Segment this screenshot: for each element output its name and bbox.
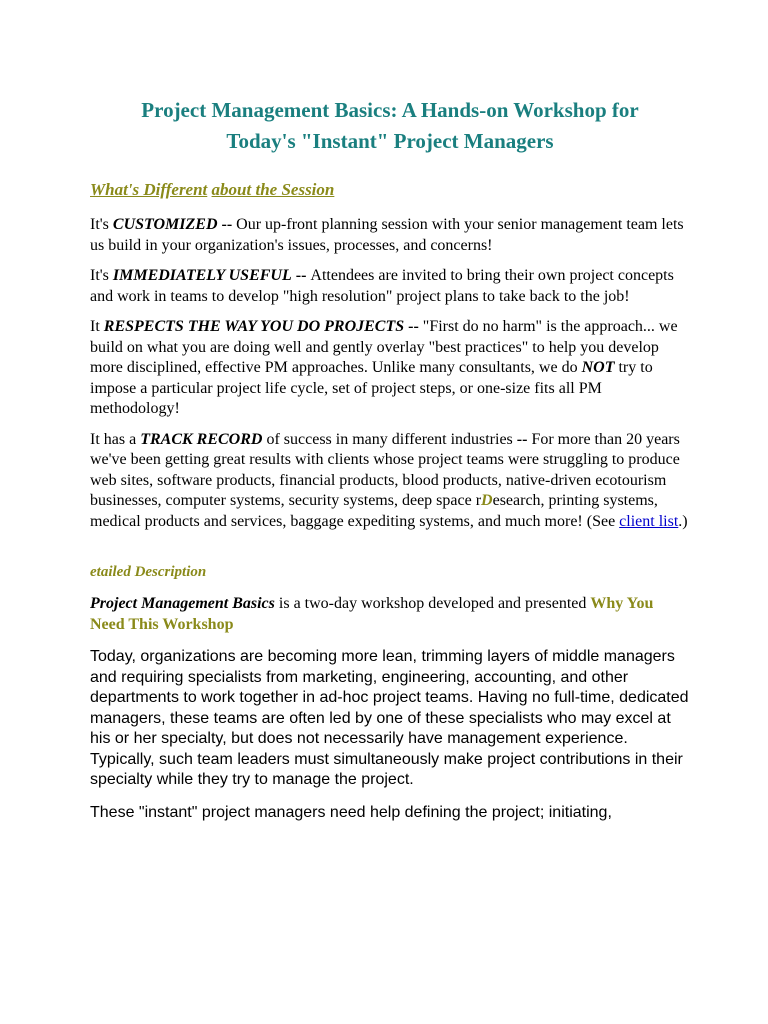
- detail-lead: Project Management Basics: [90, 595, 275, 612]
- detail-text: is a two-day workshop developed and presented: [274, 595, 591, 612]
- p4-mid: of success in many different industries: [262, 430, 517, 448]
- p3-text-1: "First do no harm" is the approach... we build on what you are doing well and gently overlay "best practices" to help you develop more disciplined, effective PM approaches. Unlike many consultants, we do: [90, 318, 678, 376]
- p3-not: NOT: [581, 359, 615, 376]
- p4-sep: --: [516, 430, 528, 448]
- p3-key: RESPECTS THE WAY YOU DO PROJECTS: [103, 318, 405, 335]
- body-paragraph-1: Today, organizations are becoming more lean, trimming layers of middle managers and requiring specialists from marketing, engineering, accounting, and other departments to work together in ad-hoc project teams. Having no full-time, dedicated managers, these teams are often led by one of these specialists who may excel at his or her specialty, but does not necessarily have management experience. Typically, such team leaders must simultaneously make project contributions in their specialty while they try to manage the project.: [90, 648, 689, 788]
- p3-text-2: try to impose a particular project life cycle, set of project steps, or one-size fits all PM methodology!: [90, 359, 653, 417]
- paragraph-respects: [90, 317, 690, 420]
- body-paragraph-2: These "instant" project managers need help defining the project; initiating,: [90, 803, 612, 821]
- p2-text: Attendees are invited to bring their own project concepts and work in teams to develop "high resolution" project plans to take back to the job!: [90, 267, 674, 305]
- p4-text-1: For more than 20 years we've been getting great results with clients whose project teams were struggling to produce web sites, software products, financial products, blood products, native-driven ecotourism businesses, computer systems, security systems, deep space r: [90, 430, 680, 509]
- section-heading-part-1: What's Different: [90, 180, 208, 199]
- p3-lead: It: [90, 318, 104, 335]
- p4-key: TRACK RECORD: [140, 430, 263, 448]
- p4-text-3: .): [678, 512, 688, 530]
- p2-sep: --: [291, 267, 311, 284]
- p2-lead: It's: [90, 267, 113, 284]
- paragraph-customized: [90, 215, 690, 256]
- paragraph-immediately-useful: [90, 266, 690, 307]
- title-line-2: Today's "Instant" Project Managers: [226, 129, 554, 153]
- p4-text-2: esearch, printing systems, medical products and services, baggage expediting systems, and much more! (See: [90, 492, 658, 530]
- p1-lead: It's: [90, 216, 113, 233]
- detailed-description-heading: etailed Description: [90, 564, 207, 580]
- p1-sep: --: [217, 216, 237, 233]
- p4-d-letter: D: [481, 492, 493, 509]
- paragraph-track-record: [90, 430, 690, 533]
- p1-key: CUSTOMIZED: [112, 216, 218, 233]
- page-title: [90, 95, 690, 157]
- p2-key: IMMEDIATELY USEFUL: [112, 267, 292, 284]
- why-heading: Why You Need This Workshop: [90, 595, 654, 633]
- section-heading-part-2: about the Session: [211, 180, 335, 199]
- client-list-link[interactable]: client list: [619, 512, 679, 530]
- p4-lead: It has a: [90, 430, 141, 448]
- title-line-1: Project Management Basics: A Hands-on Workshop for: [141, 98, 639, 122]
- section-heading-whats-different: [90, 179, 690, 201]
- document-page: [90, 95, 690, 835]
- p3-sep: --: [404, 318, 423, 335]
- p1-text: Our up-front planning session with your senior management team lets us build in your organization's issues, processes, and concerns!: [90, 216, 684, 254]
- paragraph-detail: [90, 594, 690, 635]
